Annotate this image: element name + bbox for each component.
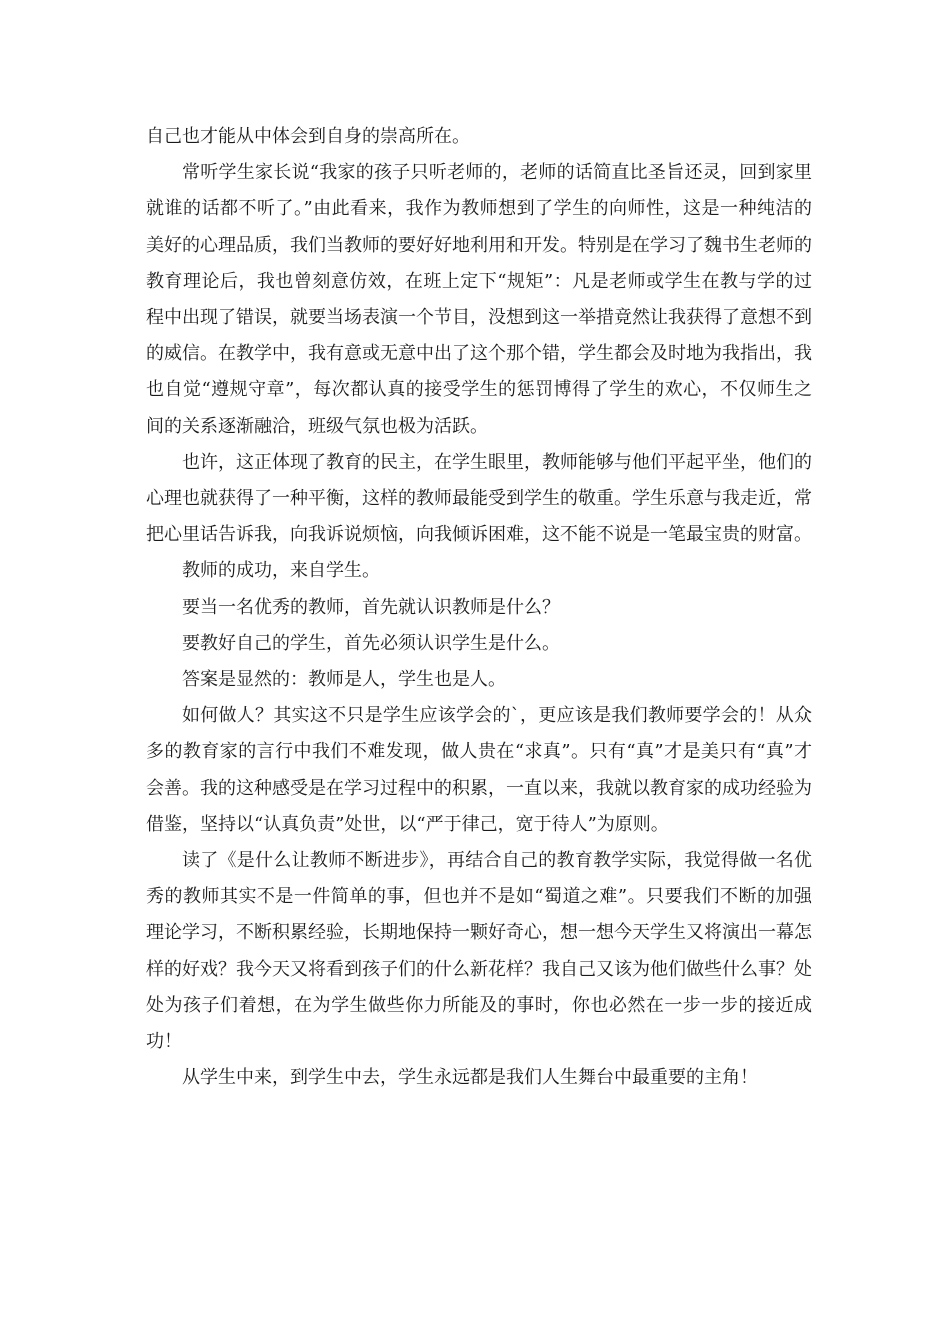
paragraph: 教师的成功，来自学生。 bbox=[182, 560, 380, 582]
paragraph: 也许，这正体现了教育的民主，在学生眼里，教师能够与他们平起平坐，他们的心理也就获得了一种平衡，这样的教师最能受到学生的敬重。学生乐意与我走近，常把心里话告诉我，向我诉说烦恼，向我倾诉困难，这不能不说是一笔最宝贵的财富。 bbox=[146, 451, 812, 546]
paragraph: 要当一名优秀的教师，首先就认识教师是什么？ bbox=[182, 596, 560, 618]
paragraph: 要教好自己的学生，首先必须认识学生是什么。 bbox=[182, 632, 560, 654]
paragraph: 如何做人？其实这不只是学生应该学会的`，更应该是我们教师要学会的！从众多的教育家的言行中我们不难发现，做人贵在“求真”。只有“真”才是美只有“真”才会善。我的这种感受是在学习过程中的积累，一直以来，我就以教育家的成功经验为借鉴，坚持以“认真负责”处世，以“严于律己，宽于待人”为原则。 bbox=[146, 705, 812, 835]
document-body bbox=[146, 119, 812, 1096]
paragraph: 从学生中来，到学生中去，学生永远都是我们人生舞台中最重要的主角！ bbox=[182, 1067, 758, 1089]
paragraph: 自己也才能从中体会到自身的崇高所在。 bbox=[146, 126, 470, 147]
paragraph: 读了《是什么让教师不断进步》，再结合自己的教育教学实际，我觉得做一名优秀的教师其实不是一件简单的事，但也并不是如“蜀道之难”。只要我们不断的加强理论学习，不断积累经验，长期地保持一颗好奇心，想一想今天学生又将演出一幕怎样的好戏？我今天又将看到孩子们的什么新花样？我自己又该为他们做些什么事？处处为孩子们着想，在为学生做些你力所能及的事时，你也必然在一步一步的接近成功！ bbox=[146, 850, 812, 1053]
paragraph: 答案是显然的：教师是人，学生也是人。 bbox=[182, 669, 506, 691]
paragraph: 常听学生家长说“我家的孩子只听老师的，老师的话简直比圣旨还灵，回到家里就谁的话都不听了。”由此看来，我作为教师想到了学生的向师性，这是一种纯洁的美好的心理品质，我们当教师的要好好地利用和开发。特别是在学习了魏书生老师的教育理论后，我也曾刻意仿效，在班上定下“规矩”：凡是老师或学生在教与学的过程中出现了错误，就要当场表演一个节目，没想到这一举措竟然让我获得了意想不到的威信。在教学中，我有意或无意中出了这个那个错，学生都会及时地为我指出，我也自觉“遵规守章”，每次都认真的接受学生的惩罚博得了学生的欢心，不仅师生之间的关系逐渐融洽，班级气氛也极为活跃。 bbox=[146, 162, 812, 437]
